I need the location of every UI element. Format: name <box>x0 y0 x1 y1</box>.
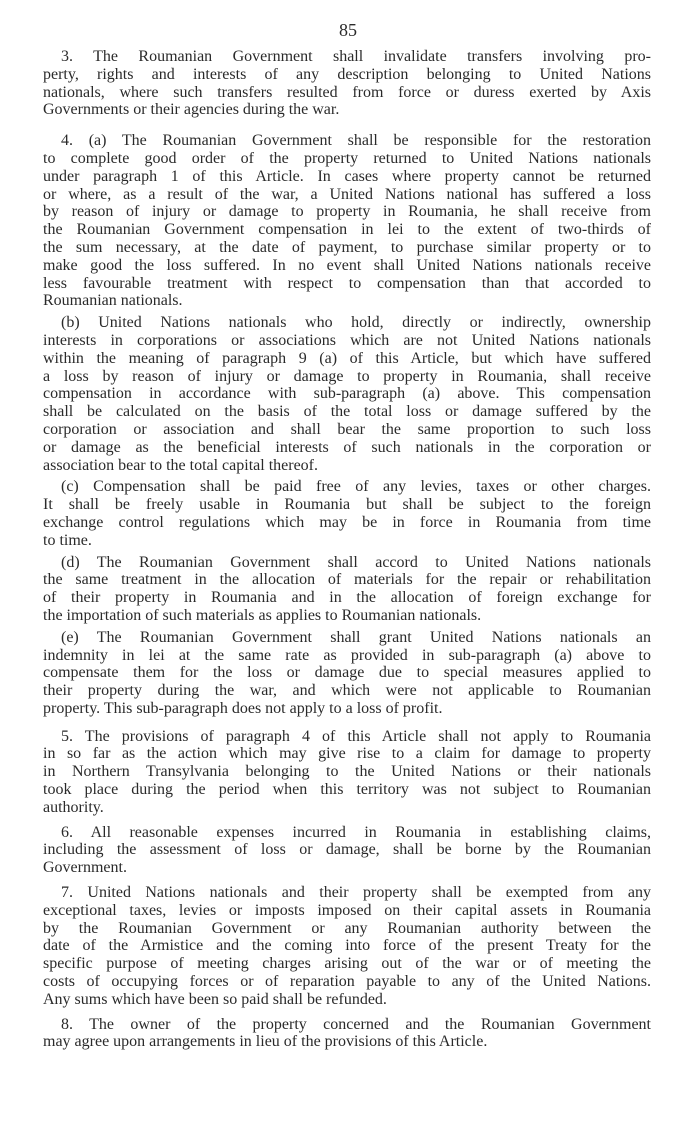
text-line: by reason of injury or damage to property in Roumania, he shall receive from <box>43 203 651 221</box>
text-line: interests in corporations or associations which are not United Nations nationals <box>43 331 651 349</box>
text-line: in Northern Transylvania belonging to the United Nations or their nationals <box>43 763 651 781</box>
paragraph <box>43 48 651 119</box>
text-line: Any sums which have been so paid shall be refunded. <box>43 990 387 1008</box>
text-line: authority. <box>43 798 104 816</box>
text-line: It shall be freely usable in Roumania but shall be subject to the foreign <box>43 496 651 514</box>
text-line: the importation of such materials as applies to Roumanian nationals. <box>43 606 482 624</box>
text-line: may agree upon arrangements in lieu of the provisions of this Article. <box>43 1033 488 1051</box>
text-line: perty, rights and interests of any description belonging to United Nations <box>43 65 651 83</box>
text-line: or damage as the beneficial interests of such nationals in the corporation or <box>43 438 651 456</box>
text-line: compensate them for the loss or damage due to special measures applied to <box>43 664 651 682</box>
text-line: corporation or association and shall bear the same proportion to such loss <box>43 420 651 438</box>
paragraph <box>43 728 651 817</box>
text-line: to time. <box>43 531 92 549</box>
text-line: within the meaning of paragraph 9 (a) of this Article, but which have suffered <box>43 349 651 367</box>
text-line: 6. All reasonable expenses incurred in Roumania in establishing claims, <box>61 823 651 841</box>
text-line: Roumanian nationals. <box>43 292 183 310</box>
text-line: (b) United Nations nationals who hold, directly or indirectly, ownership <box>61 314 651 332</box>
text-line: including the assessment of loss or damage, shall be borne by the Roumanian <box>43 841 651 859</box>
text-line: to complete good order of the property returned to United Nations nationals <box>43 149 651 167</box>
text-line: (c) Compensation shall be paid free of any levies, taxes or other charges. <box>61 478 651 496</box>
paragraph <box>43 824 651 877</box>
text-line: nationals, where such transfers resulted from force or duress exerted by Axis <box>43 83 651 101</box>
text-line: in so far as the action which may give rise to a claim for damage to property <box>43 745 651 763</box>
text-line: property. This sub-paragraph does not apply to a loss of profit. <box>43 699 443 717</box>
text-line: exchange control regulations which may be in force in Roumania from time <box>43 513 651 531</box>
text-line: (e) The Roumanian Government shall grant United Nations nationals an <box>61 628 651 646</box>
paragraph <box>43 132 651 310</box>
text-line: of their property in Roumania and in the allocation of foreign exchange for <box>43 589 651 607</box>
text-line: association bear to the total capital thereof. <box>43 456 318 474</box>
text-line: exceptional taxes, levies or imposts imposed on their capital assets in Roumania <box>43 901 651 919</box>
paragraph <box>43 314 651 474</box>
paragraph <box>43 884 651 1009</box>
text-line: costs of occupying forces or of reparation payable to any of the United Nations. <box>43 973 651 991</box>
text-line: specific purpose of meeting charges arising out of the war or of meeting the <box>43 955 651 973</box>
text-line: 7. United Nations nationals and their property shall be exempted from any <box>61 884 651 902</box>
text-line: (d) The Roumanian Government shall accord to United Nations nationals <box>61 553 651 571</box>
text-line: or where, as a result of the war, a United Nations national has suffered a loss <box>43 185 651 203</box>
text-line: took place during the period when this territory was not subject to Roumanian <box>43 781 651 799</box>
text-line: the same treatment in the allocation of materials for the repair or rehabilitation <box>43 571 651 589</box>
text-line: their property during the war, and which were not applicable to Roumanian <box>43 682 651 700</box>
text-line: 4. (a) The Roumanian Government shall be responsible for the restoration <box>61 132 651 150</box>
paragraph <box>43 1016 651 1052</box>
paragraph <box>43 478 651 549</box>
text-line: 3. The Roumanian Government shall invalidate transfers involving pro- <box>61 48 651 65</box>
text-line: a loss by reason of injury or damage to property in Roumania, shall receive <box>43 367 651 385</box>
page-number: 85 <box>339 20 357 40</box>
text-line: 8. The owner of the property concerned and the Roumanian Government <box>61 1015 651 1033</box>
text-line: compensation in accordance with sub-paragraph (a) above. This compensation <box>43 385 651 403</box>
text-line: less favourable treatment with respect to compensation than that accorded to <box>43 274 651 292</box>
text-line: 5. The provisions of paragraph 4 of this Article shall not apply to Roumania <box>61 727 651 745</box>
text-line: indemnity in lei at the same rate as provided in sub-paragraph (a) above to <box>43 646 651 664</box>
text-line: under paragraph 1 of this Article. In cases where property cannot be returned <box>43 167 651 185</box>
text-line: the Roumanian Government compensation in lei to the extent of two-thirds of <box>43 221 651 239</box>
paragraph <box>43 629 651 718</box>
text-line: shall be calculated on the basis of the total loss or damage suffered by the <box>43 403 651 421</box>
text-line: date of the Armistice and the coming into force of the present Treaty for the <box>43 937 651 955</box>
text-line: Government. <box>43 859 127 877</box>
document-body <box>43 48 651 1051</box>
text-line: Governments or their agencies during the war. <box>43 101 340 119</box>
text-line: by the Roumanian Government or any Roumanian authority between the <box>43 919 651 937</box>
paragraph <box>43 554 651 625</box>
text-line: make good the loss suffered. In no event shall United Nations nationals receive <box>43 256 651 274</box>
text-line: the sum necessary, at the date of payment, to purchase similar property or to <box>43 238 651 256</box>
